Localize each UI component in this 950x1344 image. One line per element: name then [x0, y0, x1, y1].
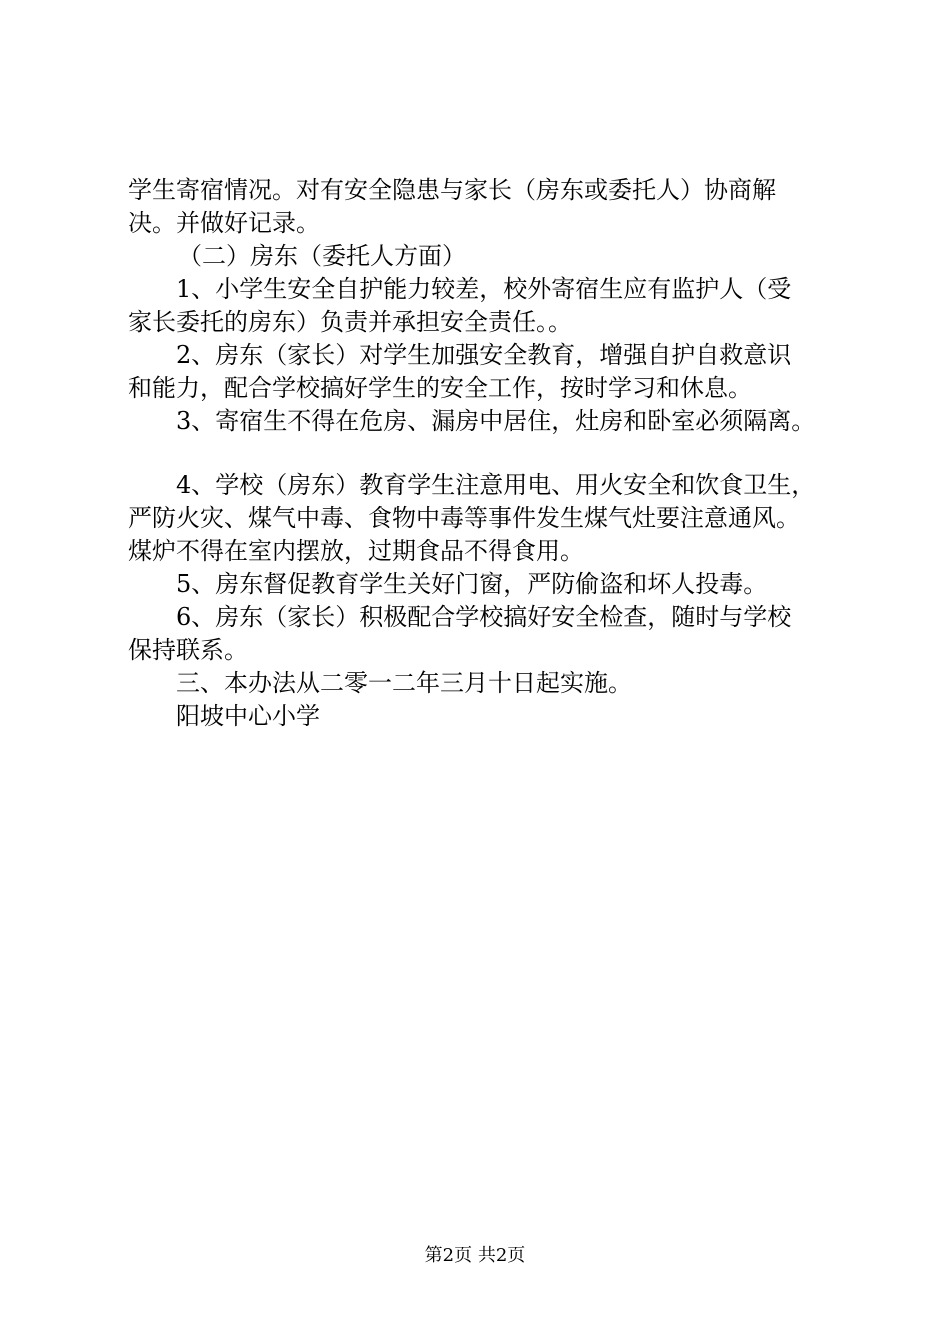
document-body: [128, 174, 840, 733]
paragraph-line: 和能力，配合学校搞好学生的安全工作，按时学习和休息。: [128, 374, 752, 402]
list-item: 4、学校（房东）教育学生注意用电、用火安全和饮食卫生，: [176, 471, 816, 499]
paragraph-line: 家长委托的房东）负责并承担安全责任。。: [128, 308, 572, 336]
list-item: 1、小学生安全自护能力较差，校外寄宿生应有监护人（受: [176, 275, 792, 303]
list-item: 5、房东督促教育学生关好门窗，严防偷盗和坏人投毒。: [176, 570, 768, 598]
signature-school-name: 阳坡中心小学: [176, 702, 320, 730]
list-item: 3、寄宿生不得在危房、漏房中居住，灶房和卧室必须隔离。: [176, 407, 816, 435]
page-footer: 第2页 共2页: [424, 1245, 526, 1266]
closing-statement: 三、本办法从二零一二年三月十日起实施。: [176, 669, 632, 697]
paragraph-line: 学生寄宿情况。对有安全隐患与家长（房东或委托人）协商解: [128, 176, 776, 204]
list-item: 2、房东（家长）对学生加强安全教育，增强自护自救意识: [176, 341, 792, 369]
paragraph-line: 煤炉不得在室内摆放，过期食品不得食用。: [128, 537, 584, 565]
section-heading: （二）房东（委托人方面）: [178, 242, 466, 270]
list-item: 6、房东（家长）积极配合学校搞好安全检查，随时与学校: [176, 603, 792, 631]
blank-line: [128, 438, 840, 469]
paragraph-line: 严防火灾、煤气中毒、食物中毒等事件发生煤气灶要注意通风。: [128, 504, 800, 532]
paragraph-line: 保持联系。: [128, 636, 248, 664]
paragraph-line: 决。并做好记录。: [128, 209, 320, 237]
